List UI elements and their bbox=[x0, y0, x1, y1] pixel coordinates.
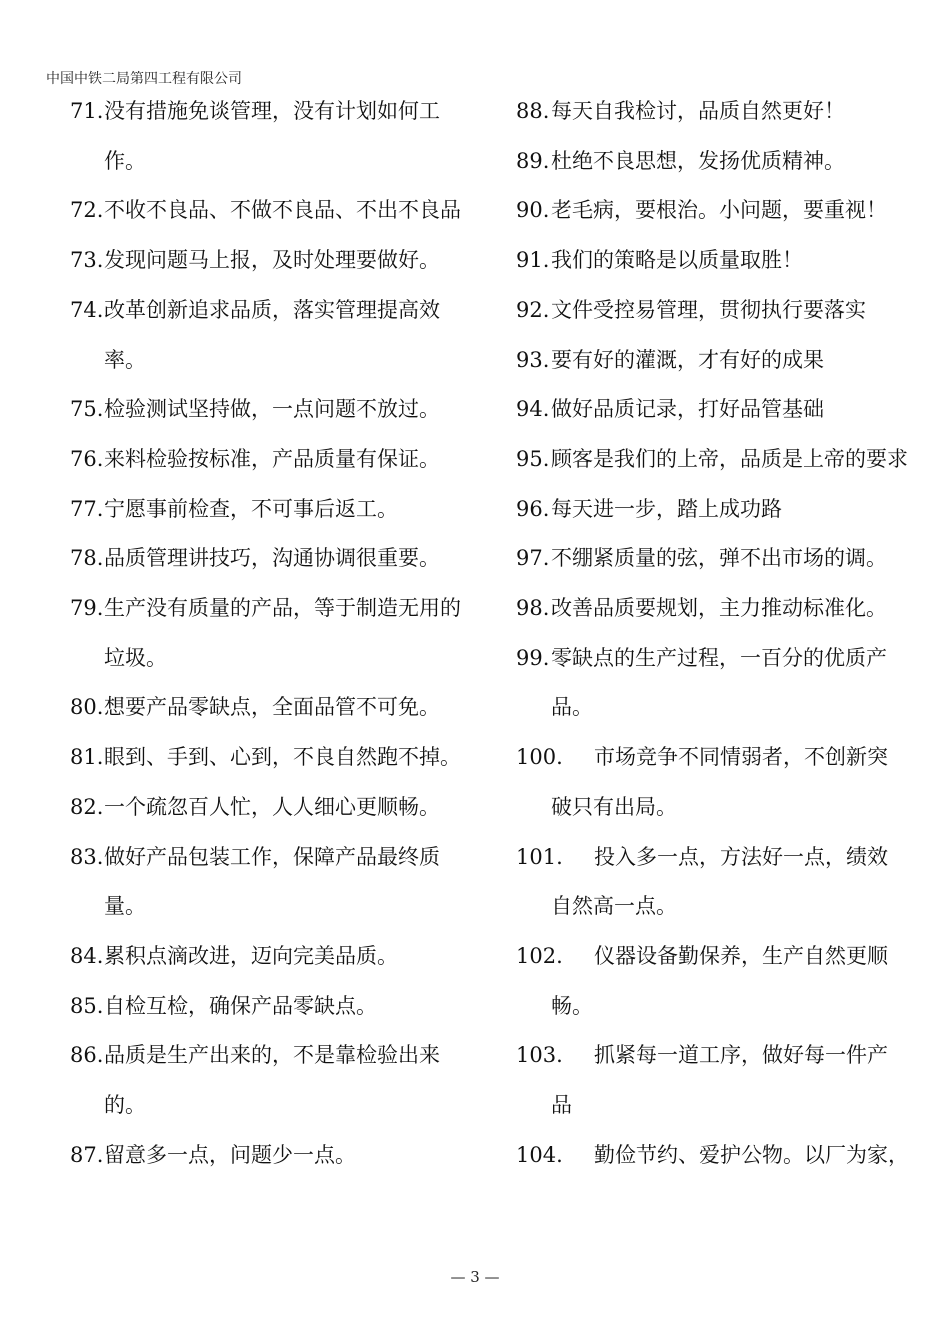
item-text: 眼到、手到、心到，不良自然跑不掉。 bbox=[104, 745, 461, 770]
item-number: 76. bbox=[70, 446, 104, 471]
slogan-item bbox=[70, 1031, 470, 1130]
slogan-item bbox=[516, 435, 916, 485]
item-text-line1: 市场竞争不同情弱者，不创新突 bbox=[594, 745, 888, 770]
item-text: 文件受控易管理，贯彻执行要落实 bbox=[551, 297, 866, 322]
item-text: 品质管理讲技巧，沟通协调很重要。 bbox=[104, 546, 440, 571]
item-text bbox=[551, 733, 916, 832]
slogan-item bbox=[516, 485, 916, 535]
item-text: 改革创新追求品质，落实管理提高效率。 bbox=[104, 297, 440, 372]
item-text: 品质是生产出来的，不是靠检验出来的。 bbox=[104, 1043, 440, 1118]
item-text: 一个疏忽百人忙，人人细心更顺畅。 bbox=[104, 794, 440, 819]
item-text: 做好产品包装工作，保障产品最终质量。 bbox=[104, 844, 440, 919]
slogan-item bbox=[516, 733, 916, 832]
item-number: 97. bbox=[516, 546, 550, 571]
item-number: 79. bbox=[70, 596, 104, 621]
item-number: 103. bbox=[516, 1043, 563, 1068]
item-text: 每天进一步，踏上成功路 bbox=[551, 496, 782, 521]
slogan-item bbox=[70, 833, 470, 932]
slogan-item bbox=[516, 186, 916, 236]
slogan-item bbox=[70, 783, 470, 833]
slogan-item bbox=[70, 584, 470, 683]
item-text: 要有好的灌溉，才有好的成果 bbox=[551, 347, 824, 372]
item-text: 来料检验按标准，产品质量有保证。 bbox=[104, 446, 440, 471]
item-number: 85. bbox=[70, 993, 104, 1018]
item-number: 71. bbox=[70, 99, 104, 123]
item-text: 杜绝不良思想，发扬优质精神。 bbox=[551, 148, 845, 173]
item-number: 91. bbox=[516, 248, 550, 273]
slogan-item bbox=[70, 733, 470, 783]
item-text: 检验测试坚持做，一点问题不放过。 bbox=[104, 397, 440, 422]
item-text-line1: 仪器设备勤保养，生产自然更顺 bbox=[594, 943, 888, 968]
item-text: 顾客是我们的上帝，品质是上帝的要求 bbox=[551, 446, 908, 471]
item-text: 老毛病，要根治。小问题，要重视！ bbox=[551, 198, 887, 223]
slogan-item bbox=[70, 385, 470, 435]
item-text-line2: 自然高一点。 bbox=[551, 894, 677, 919]
item-text: 没有措施免谈管理，没有计划如何工作。 bbox=[104, 99, 440, 173]
slogan-item bbox=[516, 137, 916, 187]
slogan-item bbox=[516, 1131, 916, 1181]
company-header: 中国中铁二局第四工程有限公司 bbox=[46, 71, 242, 87]
item-number: 93. bbox=[516, 347, 550, 372]
item-number: 72. bbox=[70, 198, 104, 223]
slogan-item bbox=[70, 485, 470, 535]
item-text bbox=[594, 1131, 916, 1181]
item-number: 80. bbox=[70, 695, 104, 720]
item-text: 宁愿事前检查，不可事后返工。 bbox=[104, 496, 398, 521]
item-number: 77. bbox=[70, 496, 104, 521]
item-number: 95. bbox=[516, 446, 550, 471]
slogan-item bbox=[516, 385, 916, 435]
item-text-line1: 抓紧每一道工序，做好每一件产 bbox=[594, 1043, 888, 1068]
item-text: 零缺点的生产过程，一百分的优质产品。 bbox=[551, 645, 887, 720]
slogan-item bbox=[516, 286, 916, 336]
item-number: 90. bbox=[516, 198, 550, 223]
slogan-item bbox=[70, 534, 470, 584]
item-text-line1: 投入多一点，方法好一点，绩效 bbox=[594, 844, 888, 869]
item-text bbox=[551, 1031, 916, 1130]
item-number: 86. bbox=[70, 1043, 104, 1068]
item-text-line1: 勤俭节约、爱护公物。以厂为家， bbox=[594, 1142, 909, 1167]
item-number: 92. bbox=[516, 297, 550, 322]
slogan-item bbox=[70, 286, 470, 385]
right-column bbox=[516, 87, 916, 1180]
item-text: 自检互检，确保产品零缺点。 bbox=[104, 993, 377, 1018]
slogan-item bbox=[516, 236, 916, 286]
item-number: 81. bbox=[70, 745, 104, 770]
item-number: 75. bbox=[70, 397, 104, 422]
item-number: 101. bbox=[516, 844, 563, 869]
item-text bbox=[551, 833, 916, 932]
slogan-item bbox=[70, 932, 470, 982]
item-number: 102. bbox=[516, 943, 563, 968]
page-number: — 3 — bbox=[450, 1268, 500, 1286]
item-number: 83. bbox=[70, 844, 104, 869]
slogan-item bbox=[516, 1031, 916, 1130]
item-text: 不收不良品、不做不良品、不出不良品 bbox=[104, 198, 461, 223]
item-text bbox=[551, 932, 916, 1031]
slogan-item bbox=[70, 1131, 470, 1181]
slogan-item bbox=[516, 87, 916, 137]
item-number: 94. bbox=[516, 397, 550, 422]
item-number: 82. bbox=[70, 794, 104, 819]
slogan-item bbox=[516, 336, 916, 386]
item-text-line2: 畅。 bbox=[551, 993, 593, 1018]
item-text: 累积点滴改进，迈向完美品质。 bbox=[104, 943, 398, 968]
slogan-item bbox=[516, 932, 916, 1031]
item-number: 73. bbox=[70, 248, 104, 273]
item-number: 89. bbox=[516, 148, 550, 173]
item-number: 104. bbox=[516, 1142, 563, 1167]
slogan-item bbox=[516, 584, 916, 634]
left-column bbox=[70, 87, 470, 1180]
item-number: 87. bbox=[70, 1142, 104, 1167]
item-number: 84. bbox=[70, 943, 104, 968]
slogan-item bbox=[516, 534, 916, 584]
slogan-item bbox=[70, 683, 470, 733]
item-text: 发现问题马上报，及时处理要做好。 bbox=[104, 248, 440, 273]
slogan-item bbox=[70, 87, 470, 186]
item-text: 改善品质要规划，主力推动标准化。 bbox=[551, 596, 887, 621]
item-text: 每天自我检讨，品质自然更好！ bbox=[551, 99, 845, 123]
item-number: 99. bbox=[516, 645, 550, 670]
slogan-item bbox=[70, 435, 470, 485]
slogan-item bbox=[70, 186, 470, 236]
item-number: 96. bbox=[516, 496, 550, 521]
item-text: 做好品质记录，打好品管基础 bbox=[551, 397, 824, 422]
item-text-line2: 品 bbox=[551, 1093, 572, 1118]
item-number: 74. bbox=[70, 297, 104, 322]
item-text: 想要产品零缺点，全面品管不可免。 bbox=[104, 695, 440, 720]
slogan-item bbox=[516, 833, 916, 932]
item-text: 留意多一点，问题少一点。 bbox=[104, 1142, 356, 1167]
item-number: 88. bbox=[516, 99, 550, 123]
item-number: 98. bbox=[516, 596, 550, 621]
item-text-line2: 破只有出局。 bbox=[551, 794, 677, 819]
item-text: 不绷紧质量的弦，弹不出市场的调。 bbox=[551, 546, 887, 571]
slogan-item bbox=[516, 634, 916, 733]
item-text: 生产没有质量的产品，等于制造无用的垃圾。 bbox=[104, 596, 461, 670]
item-number: 100. bbox=[516, 745, 563, 770]
item-text: 我们的策略是以质量取胜！ bbox=[551, 248, 803, 273]
slogan-item bbox=[70, 236, 470, 286]
slogan-item bbox=[70, 982, 470, 1032]
item-number: 78. bbox=[70, 546, 104, 571]
